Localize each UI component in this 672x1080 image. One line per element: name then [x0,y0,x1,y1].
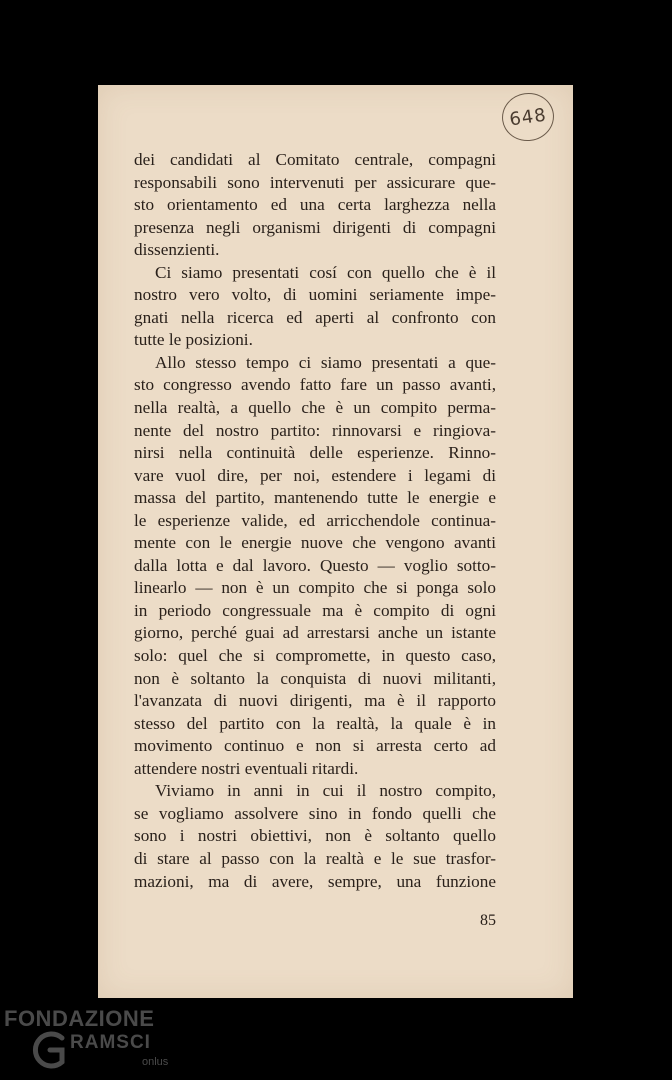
text-line: Viviamo in anni in cui il nostro compito, [155,781,496,801]
text-line: linearlo — non è un compito che si ponga solo [134,578,496,598]
body-text [134,149,496,893]
text-line: se vogliamo assolvere sino in fondo quelli che [134,803,496,823]
text-line: Allo stesso tempo ci siamo presentati a que- [155,352,496,372]
text-line: vare vuol dire, per noi, estendere i legami di [134,465,496,485]
text-line: responsabili sono intervenuti per assicurare que- [134,172,496,192]
text-line: non è soltanto la conquista di nuovi militanti, [134,668,496,688]
text-line: mazioni, ma di avere, sempre, una funzione [134,871,496,891]
text-line: sto congresso avendo fatto fare un passo avanti, [134,375,496,395]
text-line: in periodo congressuale ma è compito di ogni [134,600,496,620]
text-line: stesso del partito con la realtà, la quale è in [134,713,496,733]
text-line: l'avanzata di nuovi dirigenti, ma è il rapporto [134,691,496,711]
logo-line-onlus: onlus [142,1056,169,1068]
logo-line-fondazione: FONDAZIONE [4,1006,155,1031]
text-line: mente con le energie nuove che vengono avanti [134,533,496,553]
text-line: nostro vero volto, di uomini seriamente impe- [134,285,496,305]
text-line: tutte le posizioni. [134,330,253,350]
page-number: 85 [480,912,496,929]
text-line: nente del nostro partito: rinnovarsi e ringiova- [134,420,496,440]
text-line: dei candidati al Comitato centrale, compagni [134,150,496,169]
text-line: attendere nostri eventuali ritardi. [134,758,359,778]
text-line: gnati nella ricerca ed aperti al confronto con [134,307,496,327]
archive-number-stamp: 648 [499,90,557,145]
text-line: movimento continuo e non si arresta certo ad [134,736,496,756]
text-line: presenza negli organismi dirigenti di compagni [134,217,496,237]
text-line: solo: quel che si compromette, in questo caso, [134,646,496,666]
text-line: di stare al passo con la realtà e le sue trasfor- [134,848,496,868]
fondazione-gramsci-logo [4,1006,174,1078]
text-line: massa del partito, mantenendo tutte le energie e [134,488,496,508]
text-line: sono i nostri obiettivi, non è soltanto quello [134,826,496,846]
text-line: sto orientamento ed una certa larghezza nella [134,195,496,215]
logo-g-icon [28,1028,68,1072]
text-line: nirsi nella continuità delle esperienze. Rinno- [134,443,496,463]
text-line: dalla lotta e dal lavoro. Questo — voglio sotto- [134,555,496,575]
text-line: nella realtà, a quello che è un compito perma- [134,398,496,418]
text-line: dissenzienti. [134,240,220,260]
text-line: giorno, perché guai ad arrestarsi anche un istante [134,623,496,643]
text-line: le esperienze valide, ed arricchendole continua- [134,510,496,530]
logo-line-gramsci: RAMSCI [70,1032,151,1053]
text-line: Ci siamo presentati cosí con quello che è il [155,262,496,282]
scanned-page [98,85,573,998]
